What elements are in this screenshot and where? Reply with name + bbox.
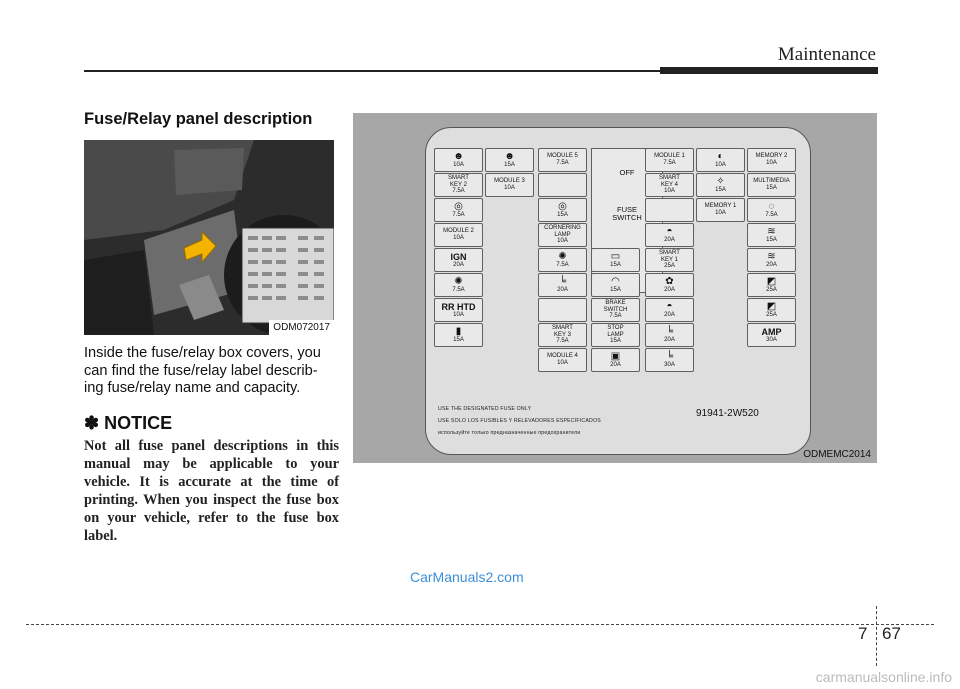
fuse-cell	[538, 323, 587, 347]
fuse-label: MODULE 5	[547, 153, 578, 160]
fuse-amperage: 30A	[766, 336, 777, 343]
lamp-icon: ✺	[558, 250, 567, 262]
fuse-label: IGN	[450, 251, 467, 262]
fuse-cell	[747, 173, 796, 197]
fuse-amperage: 10A	[504, 184, 515, 191]
page-header-title: Maintenance	[777, 44, 876, 65]
fuse-cell	[538, 148, 587, 172]
fuse-label: RR HTD	[441, 301, 476, 312]
header-rule-bold	[660, 67, 878, 74]
fuse-amperage: 20A	[664, 286, 675, 293]
sunroof-icon: ◓	[666, 300, 673, 312]
fuse-amperage: 7.5A	[663, 159, 676, 166]
fuse-amperage: 10A	[557, 359, 568, 366]
fuse-amperage: 7.5A	[556, 338, 569, 344]
fuse-cell	[434, 323, 483, 347]
fuse-amperage: 15A	[557, 211, 568, 218]
fuse-amperage: 10A	[453, 161, 464, 168]
fuse-label: SMART KEY 3	[552, 325, 573, 338]
room-lamp-icon: ✧	[716, 175, 725, 187]
fuse-cell	[538, 273, 587, 297]
fuse-amperage: 25A	[766, 286, 777, 293]
diagram-caption: ODMEMC2014	[803, 449, 871, 460]
fuse-panel-diagram	[353, 113, 877, 463]
door-lock-icon: ▣	[610, 350, 621, 362]
fuse-label: MULTIMEDIA	[753, 178, 790, 185]
fuse-cell	[747, 223, 796, 247]
fuse-amperage: 15A	[504, 161, 515, 168]
part-number: 91941-2W520	[696, 408, 759, 419]
fuse-amperage: 7.5A	[452, 188, 465, 194]
fuse-cell	[434, 198, 483, 222]
fuse-amperage: 15A	[610, 338, 621, 344]
fuse-amperage: 20A	[453, 261, 464, 268]
fuse-amperage: 15A	[610, 286, 621, 293]
fuse-cell	[434, 298, 483, 322]
fuse-box-location-photo	[84, 140, 334, 335]
airbag-icon: ☻	[504, 150, 515, 162]
fuse-amperage: 7.5A	[452, 286, 465, 293]
seat-icon: ╘	[665, 350, 674, 362]
fuse-cell	[696, 173, 745, 197]
fuse-cell	[538, 348, 587, 372]
fuse-amperage: 10A	[453, 311, 464, 318]
footer-divider	[876, 606, 877, 666]
fuel-icon: ▮	[455, 325, 462, 337]
fuse-cell	[747, 148, 796, 172]
fuse-label: SMART KEY 4	[659, 175, 680, 188]
seat-icon: ╘	[558, 275, 567, 287]
fuse-cell	[485, 148, 534, 172]
section-title: Fuse/Relay panel description	[84, 110, 313, 128]
fuse-amperage: 15A	[610, 261, 621, 268]
fuse-cell	[645, 298, 694, 322]
fuse-cell	[538, 198, 587, 222]
lamp-icon: ✺	[454, 275, 463, 287]
fuse-amperage: 10A	[557, 238, 568, 244]
photo-caption: ODM072017	[269, 320, 334, 335]
light-icon: ◐	[717, 150, 724, 162]
fuse-amperage: 20A	[610, 361, 621, 368]
fuse-label: STOP LAMP	[607, 325, 624, 338]
fuse-switch-title: FUSE SWITCH	[612, 205, 642, 222]
fuse-cell	[747, 273, 796, 297]
fuse-amperage: 25A	[664, 263, 675, 269]
fuse-cell	[434, 248, 483, 272]
fuse-amperage: 15A	[766, 236, 777, 243]
fuse-cell	[645, 248, 694, 272]
fuse-cell	[591, 273, 640, 297]
fuse-label: BRAKE SWITCH	[603, 300, 628, 313]
fuse-cell	[591, 323, 640, 347]
fuse-cell	[645, 198, 694, 222]
fuse-amperage: 20A	[664, 236, 675, 243]
chapter-number: 7	[858, 624, 868, 643]
fuse-cell	[538, 223, 587, 247]
fuse-amperage: 7.5A	[765, 211, 778, 218]
notice-text: Not all fuse panel descriptions in this manual may be applicable to your vehicle. It is accurate at the time of printing. When you inspect the fuse box on your vehicle, refer to the fuse box label.	[84, 438, 339, 544]
fuse-amperage: 20A	[664, 336, 675, 343]
fuse-label: MODULE 2	[443, 228, 474, 235]
fuse-amperage: 15A	[453, 336, 464, 343]
fuse-switch-off-label: OFF	[619, 168, 635, 177]
warning-english: USE THE DESIGNATED FUSE ONLY	[438, 406, 532, 412]
fuse-amperage: 20A	[766, 261, 777, 268]
fuse-label: AMP	[761, 326, 782, 337]
defrost-icon: ≋	[767, 225, 776, 237]
site-watermark: carmanualsonline.info	[815, 669, 952, 685]
fuse-cell	[538, 173, 587, 197]
fuse-amperage: 7.5A	[609, 313, 622, 319]
fuse-amperage: 20A	[557, 286, 568, 293]
fuse-cell	[434, 273, 483, 297]
fuse-cell	[591, 248, 640, 272]
fuse-cell	[696, 148, 745, 172]
fuse-cell	[591, 298, 640, 322]
fuse-cell	[645, 348, 694, 372]
fuse-label: CORNERING LAMP	[544, 225, 581, 238]
fuse-cell	[747, 298, 796, 322]
fuse-amperage: 20A	[664, 311, 675, 318]
fuse-cell	[747, 323, 796, 347]
header-rule	[84, 70, 664, 72]
fuse-amperage: 15A	[766, 184, 777, 191]
fuse-cell	[645, 148, 694, 172]
fuse-label: SMART KEY 2	[448, 175, 469, 188]
fuse-amperage: 7.5A	[556, 261, 569, 268]
fuse-amperage: 10A	[715, 209, 726, 216]
notice-symbol-icon: ✽	[84, 413, 100, 433]
fuse-cell	[747, 198, 796, 222]
fuse-amperage: 7.5A	[556, 159, 569, 166]
fuse-panel-label	[425, 127, 811, 455]
fuse-amperage: 10A	[766, 159, 777, 166]
fuse-label: MODULE 3	[494, 178, 525, 185]
warning-spanish: USE SOLO LOS FUSIBLES Y RELEVADORES ESPECIFICADOS	[438, 418, 601, 424]
fuse-cell	[485, 173, 534, 197]
fuse-cell	[645, 173, 694, 197]
fuse-cell	[434, 148, 483, 172]
fuse-cell	[645, 223, 694, 247]
fuse-amperage: 10A	[664, 188, 675, 194]
fuse-cell	[696, 198, 745, 222]
fuse-amperage: 10A	[715, 161, 726, 168]
fuse-label: MODULE 4	[547, 353, 578, 360]
fuse-label: MEMORY 1	[704, 203, 737, 210]
fuse-amperage: 10A	[453, 234, 464, 241]
fuse-cell	[645, 323, 694, 347]
fuse-amperage: 7.5A	[452, 211, 465, 218]
fuse-cell	[747, 248, 796, 272]
fuse-label: MODULE 1	[654, 153, 685, 160]
fan-icon: ✿	[665, 275, 674, 287]
fuse-cell	[434, 223, 483, 247]
fuse-cell	[434, 173, 483, 197]
fuse-amperage: 30A	[664, 361, 675, 368]
fuse-label: SMART KEY 1	[659, 250, 680, 263]
sunroof-icon: ◓	[666, 225, 673, 237]
notice-heading	[84, 413, 172, 434]
footer-rule	[26, 624, 934, 625]
page-number: 67	[882, 624, 901, 643]
fuse-cell	[591, 348, 640, 372]
fuse-cell	[645, 273, 694, 297]
fuse-cell	[538, 298, 587, 322]
steering-heat-icon: ◎	[558, 200, 567, 212]
notice-title: NOTICE	[104, 413, 173, 433]
airbag-passenger-icon: ☻	[453, 150, 464, 162]
body-paragraph: Inside the fuse/relay box covers, you can find the fuse/relay label describ-ing fuse/relay name and capacity.	[84, 345, 321, 396]
defrost-icon: ≋	[767, 250, 776, 262]
warning-russian: используйте только предназначенные предохранители	[438, 430, 581, 436]
window-icon: ◩	[766, 300, 777, 312]
dashboard-illustration	[84, 140, 334, 335]
steering-icon: ◎	[454, 200, 463, 212]
horn-icon: ◌	[768, 200, 775, 212]
display-icon: ▭	[610, 250, 621, 262]
window-icon: ◩	[766, 275, 777, 287]
watermark-link[interactable]: CarManuals2.com	[410, 569, 524, 585]
seat-heat-icon: ╘	[665, 325, 674, 337]
fuse-cell	[538, 248, 587, 272]
fuse-label: MEMORY 2	[755, 153, 788, 160]
wiper-icon: ◠	[611, 275, 620, 287]
fuse-amperage: 25A	[766, 311, 777, 318]
fuse-amperage: 15A	[715, 186, 726, 193]
